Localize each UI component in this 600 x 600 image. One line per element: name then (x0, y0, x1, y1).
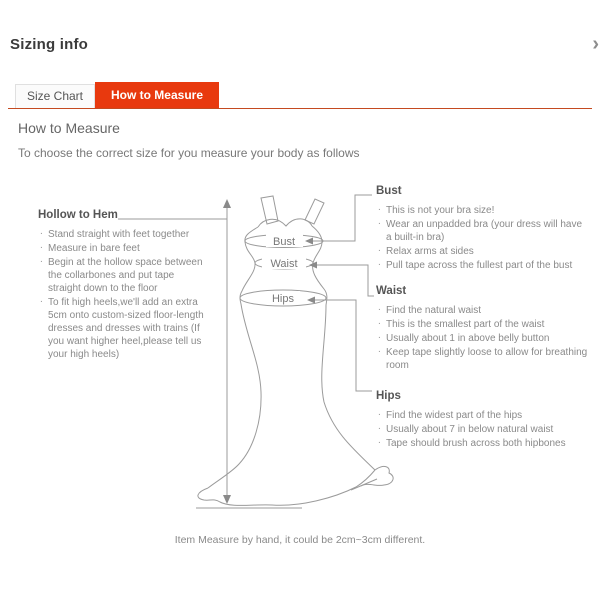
instruction-item: . Find the widest part of the hips (376, 409, 588, 422)
instruction-item: . Keep tape slightly loose to allow for breathing room (376, 346, 588, 372)
hollow-to-hem-heading: Hollow to Hem (38, 209, 118, 221)
chevron-right-icon[interactable]: › (592, 33, 599, 55)
dress-right-train (361, 466, 393, 486)
instruction-item: . Usually about 7 in below natural waist (376, 423, 588, 436)
hips-instructions (376, 409, 588, 450)
bust-ellipse-label: Bust (272, 236, 296, 248)
waist-block (376, 285, 588, 373)
waist-ellipse-label: Waist (270, 258, 298, 270)
hips-heading: Hips (376, 390, 401, 402)
bust-heading: Bust (376, 185, 402, 197)
arrow-down (223, 495, 231, 504)
instruction-item: . Relax arms at sides (376, 245, 588, 258)
measure-disclaimer: Item Measure by hand, it could be 2cm~3cm different. (174, 534, 426, 546)
instruction-item: . Wear an unpadded bra (your dress will have a built-in bra) (376, 218, 588, 244)
instruction-item: . To fit high heels,we'll add an extra 5cm onto custom-sized floor-length dresses and dresses with trains (If you want higher heel,please tell us your high heels) (38, 296, 206, 361)
instruction-item: . This is not your bra size! (376, 204, 588, 217)
hips-ellipse-label: Hips (271, 293, 295, 305)
section-subheading: To choose the correct size for you measure your body as follows (18, 146, 360, 160)
arrow-up (223, 199, 231, 208)
instruction-item: . Usually about 1 in above belly button (376, 332, 588, 345)
instruction-item: . This is the smallest part of the waist (376, 318, 588, 331)
dress-left-side (208, 227, 261, 488)
hollow-to-hem-block (38, 209, 206, 362)
tab-size-chart[interactable]: Size Chart (15, 84, 95, 108)
dress-neckline (258, 219, 312, 227)
instruction-item: . Pull tape across the fullest part of the bust (376, 259, 588, 272)
bust-arrow (305, 238, 313, 245)
instruction-item: . Find the natural waist (376, 304, 588, 317)
page-title: Sizing info (10, 36, 89, 53)
hollow-to-hem-instructions (38, 228, 206, 361)
hips-connector (309, 300, 372, 391)
section-heading: How to Measure (18, 120, 120, 136)
dress-right-strap (305, 199, 324, 224)
instruction-item: . Stand straight with feet together (38, 228, 206, 241)
tab-how-to-measure[interactable]: How to Measure (95, 82, 219, 108)
bust-instructions (376, 204, 588, 272)
waist-connector (311, 265, 374, 296)
bust-block (376, 185, 588, 273)
instruction-item: . Measure in bare feet (38, 242, 206, 255)
dress-right-side (312, 226, 375, 470)
waist-heading: Waist (376, 285, 407, 297)
waist-instructions (376, 304, 588, 372)
hips-arrow (307, 297, 315, 304)
hips-block (376, 390, 588, 451)
instruction-item: . Tape should brush across both hipbones (376, 437, 588, 450)
instruction-item: . Begin at the hollow space between the collarbones and put tape straight down to the floor (38, 256, 206, 295)
dress-hem (198, 470, 375, 505)
